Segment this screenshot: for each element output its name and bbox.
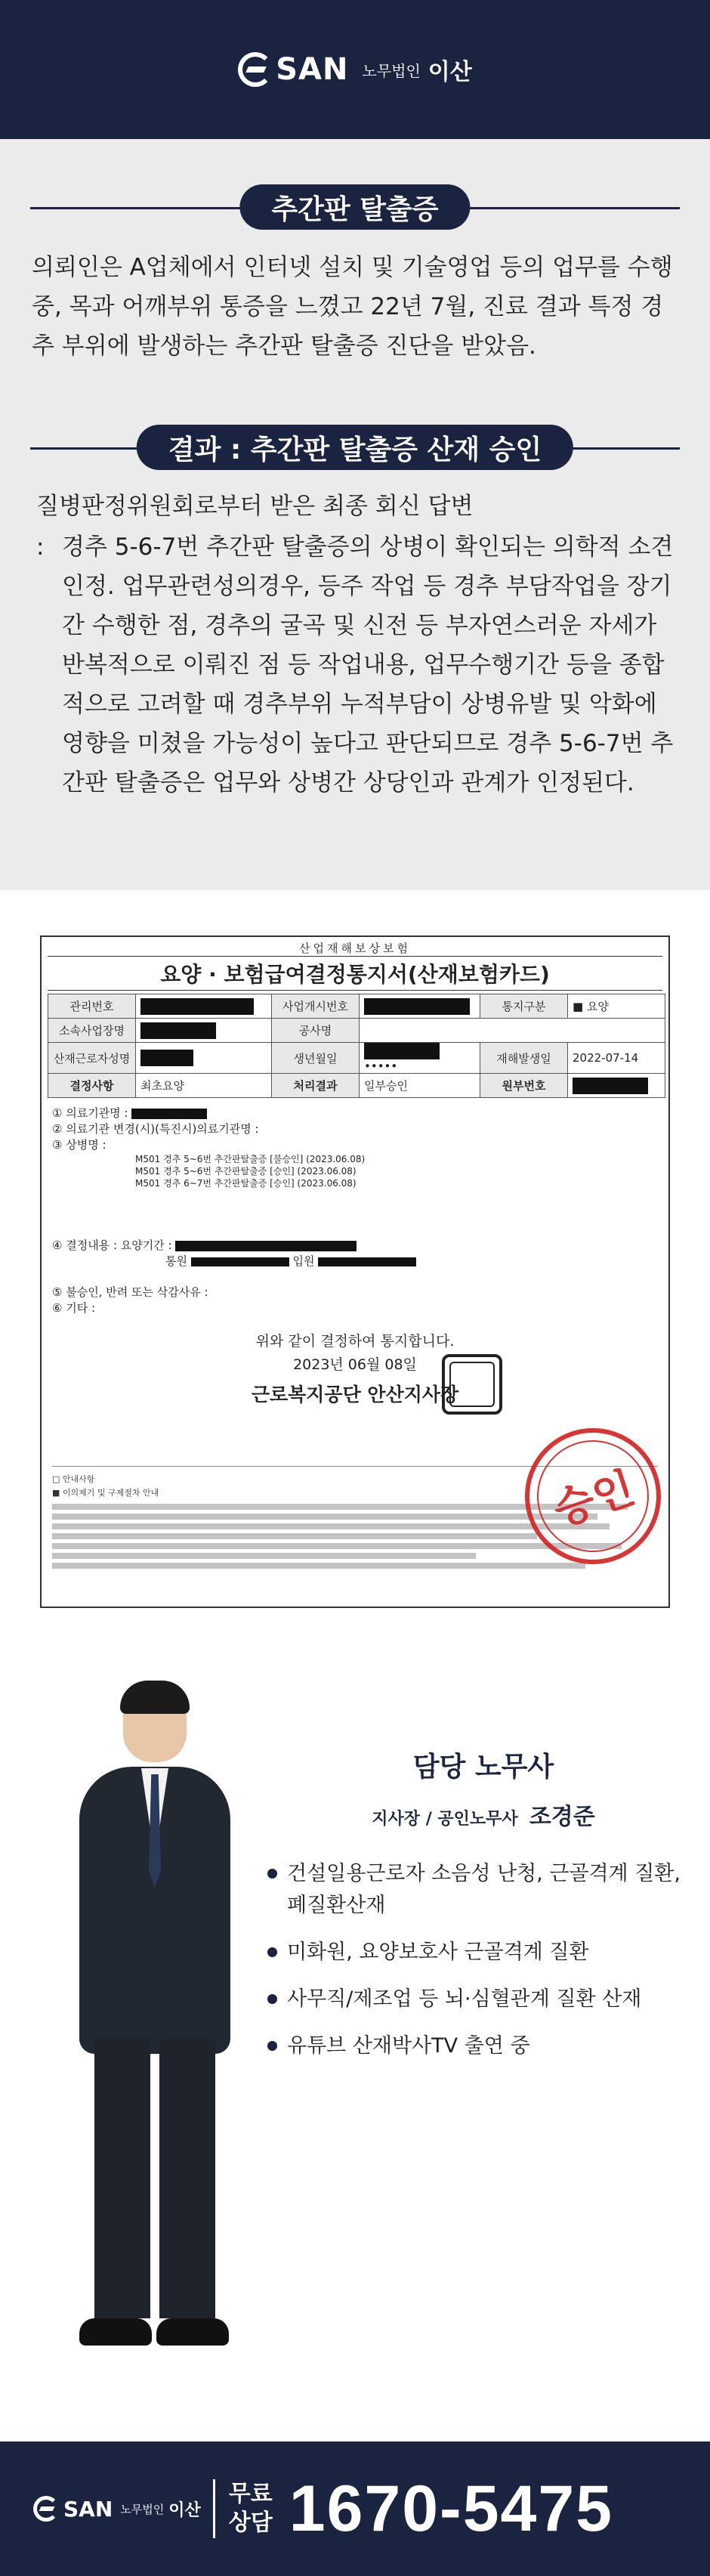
redacted-cell (568, 1074, 665, 1098)
redaction-bar (191, 1257, 289, 1266)
item-label: ④ 결정내용 : (52, 1239, 117, 1252)
construction-value (360, 1019, 665, 1043)
official-seal-icon (442, 1354, 502, 1415)
redaction-bar (140, 1022, 216, 1039)
diagnosis-line: M501 경추 5~6번 추간판탈출증 [불승인] (2023.06.08) (135, 1154, 366, 1164)
redaction-bar (364, 1043, 440, 1059)
spacer (52, 1189, 658, 1238)
redaction-bar (140, 998, 254, 1015)
case-heading-pill: 추간판 탈출증 (239, 184, 470, 230)
reply-body (36, 527, 674, 802)
profile-title: 담당 노무사 (412, 1752, 554, 1783)
redaction-bar (364, 998, 470, 1015)
note-text-line (52, 1533, 537, 1539)
left-leg (94, 2039, 150, 2318)
footer-brand-name: 이산 (168, 2500, 201, 2520)
right-shoe (156, 2318, 229, 2346)
doc-title: 요양 · 보험급여결정통지서(산재보험카드) (48, 956, 662, 991)
decision-document (40, 935, 670, 1608)
note-text-line (52, 1523, 610, 1529)
consult-line-2: 상담 (228, 2510, 273, 2536)
item-sublabel: 요양기간 : (120, 1239, 172, 1252)
free-consult-label (229, 2480, 273, 2537)
injury-date-value: 2022-07-14 (568, 1043, 665, 1074)
doc-top-label: 산업재해보상보험 (299, 942, 411, 955)
doc-item-4-period (52, 1254, 658, 1269)
logo-mark (238, 52, 348, 87)
sign-line-3: 근로복지공단 안산지사장 (251, 1384, 459, 1406)
note-text-line (52, 1553, 476, 1559)
brand-name: 이산 (428, 59, 472, 85)
reply-colon: : (36, 533, 45, 561)
site-no-label: 사업개시번호 (272, 994, 360, 1019)
decision-document-section (0, 890, 710, 1631)
redaction-bar (318, 1257, 416, 1266)
footer-contact-bar (0, 2441, 710, 2576)
item-label: ② 의료기관 변경(시)(특진시)의료기관명 : (52, 1122, 259, 1136)
item-sublabel: 입원 (292, 1254, 315, 1268)
item-label: ③ 상병명 : (52, 1138, 106, 1152)
footer-brand-sub: 노무법인 (120, 2502, 165, 2516)
doc-item-1 (52, 1106, 658, 1121)
doc-item-6 (52, 1300, 658, 1316)
case-heading (30, 184, 680, 230)
footer-brand[interactable] (33, 2496, 201, 2522)
attorney-info (264, 1746, 687, 2077)
attorney-photo (57, 1684, 253, 2349)
result-label: 처리결과 (272, 1074, 360, 1098)
note-text-line (52, 1543, 622, 1549)
mgmt-no-label: 관리번호 (48, 994, 136, 1019)
right-leg (159, 2039, 215, 2318)
redaction-bar (140, 1050, 193, 1066)
top-header (0, 0, 710, 139)
doc-detail-list (52, 1106, 658, 1316)
redaction-bar (131, 1109, 207, 1119)
result-value: 일부승인 (360, 1074, 480, 1098)
san-s-icon (33, 2496, 59, 2522)
san-s-icon (238, 52, 273, 87)
consult-line-1: 무료 (228, 2481, 273, 2507)
career-item: 미화원, 요양보호사 근골격계 질환 (264, 1937, 687, 1968)
redacted-cell (136, 994, 272, 1019)
doc-item-2 (52, 1121, 658, 1137)
hair (120, 1681, 190, 1714)
diagnosis-line: M501 경추 5~6번 추간판탈출증 [승인] (2023.06.08) (135, 1166, 357, 1177)
stamp-text: 승인 (547, 1463, 641, 1535)
worker-label: 산재근로자성명 (48, 1043, 136, 1074)
brand-sub: 노무법인 (362, 61, 421, 80)
notes-title: □ 안내사항 (52, 1474, 95, 1484)
redaction-bar (573, 1078, 648, 1094)
spacer (52, 1269, 658, 1285)
case-description: 의뢰인은 A업체에서 인터넷 설치 및 기술영업 등의 업무를 수행 중, 목과 어깨부위 통증을 느꼈고 22년 7월, 진료 결과 특정 경추 부위에 발생하는 추간판 탈출증 진단을 받았음. (32, 254, 673, 360)
item-sublabel: 통원 (165, 1254, 187, 1268)
result-heading (30, 425, 680, 470)
redaction-bar (175, 1241, 357, 1251)
notice-type-label: 통지구분 (480, 994, 568, 1019)
item-label: ⑥ 기타 : (52, 1301, 96, 1315)
birth-suffix: ••••• (364, 1059, 398, 1073)
attorney-profile-section (0, 1631, 710, 2385)
seal-inner (449, 1362, 495, 1407)
footer-logo-word: SAN (63, 2496, 113, 2522)
doc-item-5: ⑤ 불승인, 반려 또는 삭감사유 : (52, 1285, 208, 1299)
career-item: 유튜브 산재박사TV 출연 중 (264, 2030, 687, 2062)
construction-label: 공사명 (272, 1019, 360, 1043)
footer-divider (213, 2479, 215, 2538)
redacted-cell (136, 1043, 272, 1074)
notice-type-value: ■ 요양 (568, 994, 665, 1019)
attorney-name: 조경준 (529, 1804, 595, 1830)
career-item: 건설일용근로자 소음성 난청, 근골격계 질환, 폐질환산재 (264, 1858, 687, 1922)
doc-info-table (48, 994, 665, 1098)
decision-label: 결정사항 (48, 1074, 136, 1098)
workplace-label: 소속사업장명 (48, 1019, 136, 1043)
diagnosis-line: M501 경추 6~7번 추간판탈출증 [승인] (2023.06.08) (135, 1178, 357, 1189)
role-text: 지사장 / 공인노무사 (372, 1810, 518, 1829)
birth-value (360, 1043, 480, 1074)
doc-item-3 (52, 1137, 658, 1153)
logo-word: SAN (276, 52, 349, 87)
sign-line-2: 2023년 06월 08일 (293, 1356, 417, 1373)
profile-role (264, 1798, 687, 1831)
legs (94, 2039, 215, 2318)
redacted-cell (136, 1019, 272, 1043)
reply-title: 질병판정위원회로부터 받은 최종 회신 답변 (36, 493, 474, 520)
phone-number-link[interactable]: 1670-5475 (289, 2472, 614, 2545)
decision-value: 최초요양 (136, 1074, 272, 1098)
career-item: 사무직/제조업 등 뇌·심혈관계 질환 산재 (264, 1984, 687, 2015)
birth-label: 생년월일 (272, 1043, 360, 1074)
brand-logo[interactable] (238, 52, 472, 87)
sign-line-1: 위와 같이 결정하여 통지합니다. (255, 1333, 455, 1350)
reply-text: 경추 5-6-7번 추간판 탈출증의 상병이 확인되는 의학적 소견 인정. 업무관련성의경우, 등주 작업 등 경추 부담작업을 장기간 수행한 점, 경추의 굴곡 및 신전 등 부자연스러운 자세가 반복적으로 이뤄진 점 등 작업내용, 업무수행기간 등을 종합적으로 고려할 때 경추부위 누적부담이 상병유발 및 악화에 영향을 미쳤을 가능성이 높다고 판단되므로 경추 5-6-7번 추간판 탈출증은 업무와 상병간 상당인과 관계가 인정된다. (62, 533, 674, 796)
notes-subtitle: ■ 이의제기 및 구제절차 안내 (52, 1488, 159, 1498)
case-summary-section (0, 139, 710, 890)
redacted-cell (360, 994, 480, 1019)
injury-date-label: 재해발생일 (480, 1043, 568, 1074)
note-text-line (52, 1514, 597, 1520)
doc-item-4 (52, 1238, 658, 1254)
left-shoe (79, 2318, 152, 2346)
item-label: ① 의료기관명 : (52, 1106, 128, 1120)
note-text-line (52, 1563, 585, 1569)
career-list (264, 1858, 687, 2062)
doc-signature-block (42, 1330, 668, 1407)
origin-label: 원부번호 (480, 1074, 568, 1098)
result-heading-pill: 결과 : 추간판 탈출증 산재 승인 (137, 425, 573, 470)
